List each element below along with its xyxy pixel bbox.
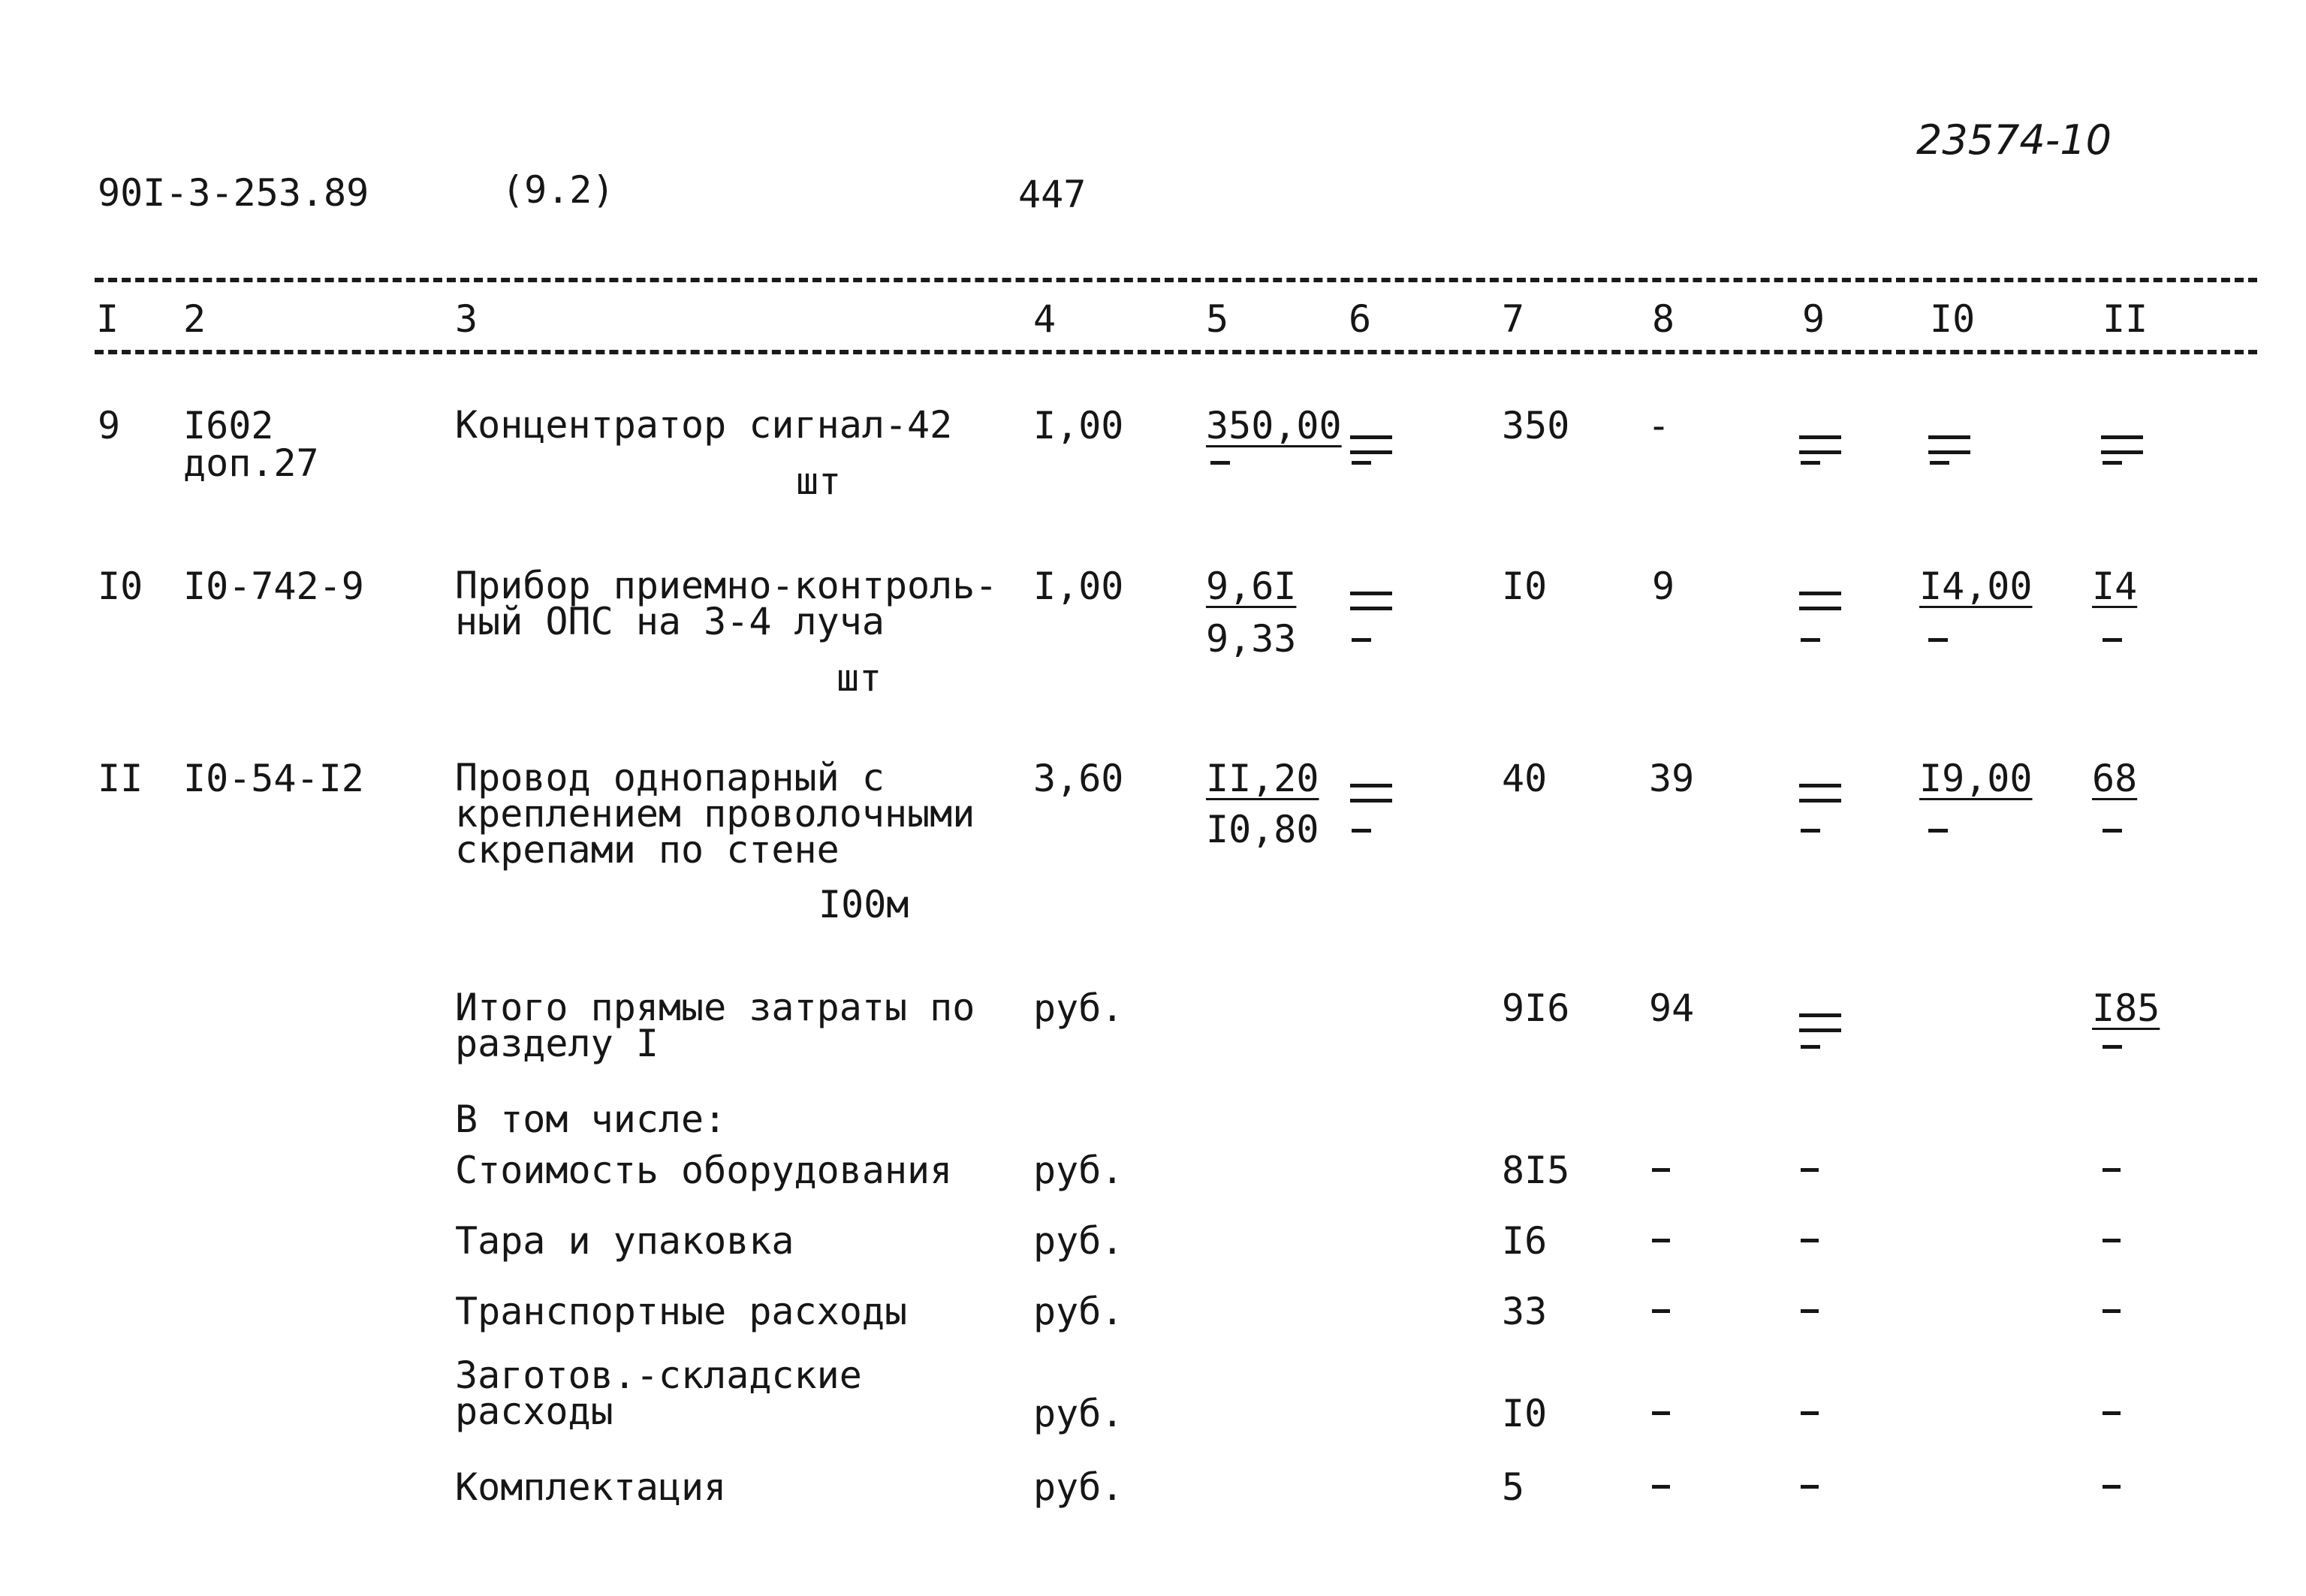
breakdown-label: Тара и упаковка [455, 1219, 794, 1263]
col-header-10: I0 [1930, 297, 1976, 341]
row-name: Прибор приемно-контроль- ный ОПС на 3-4 луча [455, 564, 998, 643]
dash [2103, 1309, 2121, 1313]
breakdown-value: 8I5 [1502, 1149, 1570, 1192]
row-quantity: I,00 [1033, 565, 1124, 608]
col-header-7: 7 [1502, 297, 1525, 341]
breakdown-label: Заготов.-складские расходы [455, 1354, 862, 1433]
row-col10: I4,00 [1919, 565, 2033, 608]
dash [1801, 1309, 1819, 1313]
dash [1928, 638, 1948, 642]
dash [1352, 461, 1371, 465]
row-total-cost: 40 [1502, 757, 1548, 800]
row-name: Концентратор сигнал-42 [455, 403, 953, 447]
col-header-6: 6 [1349, 297, 1372, 341]
col-header-3: 3 [455, 297, 478, 341]
row-unit-price: 350,00 [1206, 404, 1342, 447]
row-wages: 9 [1652, 565, 1675, 608]
row-unit-price: 9,6I [1206, 565, 1297, 608]
header-rule-top [95, 278, 2257, 282]
dash [1801, 638, 1820, 642]
row-number: II [98, 757, 143, 800]
col-header-8: 8 [1652, 297, 1675, 341]
totals-total-cost: 9I6 [1502, 986, 1570, 1030]
col-header-9: 9 [1802, 297, 1825, 341]
dash [1930, 461, 1949, 465]
row-quantity: I,00 [1033, 404, 1124, 447]
row-col10: I9,00 [1919, 757, 2033, 800]
breakdown-unit: руб. [1033, 1290, 1124, 1333]
row-col11: 68 [2092, 757, 2138, 800]
breakdown-value: I0 [1502, 1392, 1548, 1435]
row-total-cost: 350 [1502, 404, 1570, 447]
breakdown-value: 5 [1502, 1465, 1525, 1509]
double-dash [2101, 435, 2143, 456]
dash [1801, 461, 1820, 465]
dash [1352, 829, 1371, 833]
double-dash [1350, 784, 1392, 805]
breakdown-label: Транспортные расходы [455, 1290, 908, 1333]
dash [1352, 638, 1371, 642]
double-dash [1799, 435, 1841, 456]
double-dash [1350, 592, 1392, 613]
including-label: В том числе: [455, 1098, 727, 1141]
dash [1928, 829, 1948, 833]
row-unit-price-sub: I0,80 [1206, 808, 1319, 851]
dash [2103, 829, 2122, 833]
dash [2103, 1411, 2121, 1415]
double-dash [1799, 784, 1841, 805]
row-unit: шт [836, 656, 882, 700]
breakdown-value: 33 [1502, 1290, 1548, 1333]
row-total-cost: I0 [1502, 565, 1548, 608]
row-unit-price-sub: 9,33 [1206, 617, 1297, 661]
breakdown-unit: руб. [1033, 1149, 1124, 1192]
row-unit: шт [796, 459, 842, 503]
row-number: I0 [98, 565, 143, 608]
breakdown-unit: руб. [1033, 1219, 1124, 1263]
row-name: Провод однопарный с креплением проволочными скрепами по стене [455, 756, 975, 872]
handwritten-stamp: 23574-10 [1916, 116, 2112, 164]
dash [2103, 1239, 2121, 1242]
dash [1210, 461, 1230, 465]
dash [2103, 1485, 2121, 1489]
dash [1801, 1411, 1819, 1415]
double-dash [1799, 592, 1841, 613]
breakdown-unit: руб. [1033, 1392, 1124, 1435]
breakdown-label: Стоимость оборудования [455, 1149, 953, 1192]
col-header-2: 2 [183, 297, 206, 341]
dash [1801, 1168, 1819, 1172]
double-dash [1799, 1013, 1841, 1034]
dash [1801, 1485, 1819, 1489]
row-code: I602 [183, 404, 274, 447]
col-header-4: 4 [1033, 297, 1057, 341]
row-wages: - [1647, 404, 1671, 447]
col-header-1: I [96, 297, 119, 341]
row-col11: I4 [2092, 565, 2138, 608]
row-code: I0-54-I2 [183, 757, 364, 800]
breakdown-value: I6 [1502, 1219, 1548, 1263]
header-rule-bottom [95, 350, 2257, 354]
col-header-11: II [2103, 297, 2148, 341]
dash [1652, 1485, 1670, 1489]
col-header-5: 5 [1206, 297, 1229, 341]
double-dash [1350, 435, 1392, 456]
dash [1652, 1239, 1670, 1242]
row-quantity: 3,60 [1033, 757, 1124, 800]
dash [2103, 1168, 2121, 1172]
dash [1801, 829, 1820, 833]
section-number: (9.2) [502, 168, 615, 212]
row-unit-price: II,20 [1206, 757, 1319, 800]
totals-label: Итого прямые затраты по разделу I [455, 986, 975, 1065]
totals-wages: 94 [1649, 986, 1695, 1030]
double-dash [1928, 435, 1970, 456]
dash [1801, 1239, 1819, 1242]
breakdown-unit: руб. [1033, 1465, 1124, 1509]
totals-col11: I85 [2092, 986, 2160, 1030]
row-unit: I00м [818, 883, 909, 926]
dash [1801, 1045, 1820, 1049]
row-code: I0-742-9 [183, 565, 364, 608]
totals-unit: руб. [1033, 986, 1124, 1030]
row-wages: 39 [1649, 757, 1695, 800]
dash [1652, 1168, 1670, 1172]
breakdown-label: Комплектация [455, 1465, 727, 1509]
page-number: 447 [1018, 173, 1087, 216]
dash [2103, 638, 2122, 642]
row-number: 9 [98, 404, 121, 447]
document-code: 90I-3-253.89 [98, 171, 369, 215]
dash [1652, 1309, 1670, 1313]
dash [1652, 1411, 1670, 1415]
dash [2103, 1045, 2122, 1049]
row-code-extra: доп.27 [183, 441, 319, 485]
dash [2103, 461, 2122, 465]
